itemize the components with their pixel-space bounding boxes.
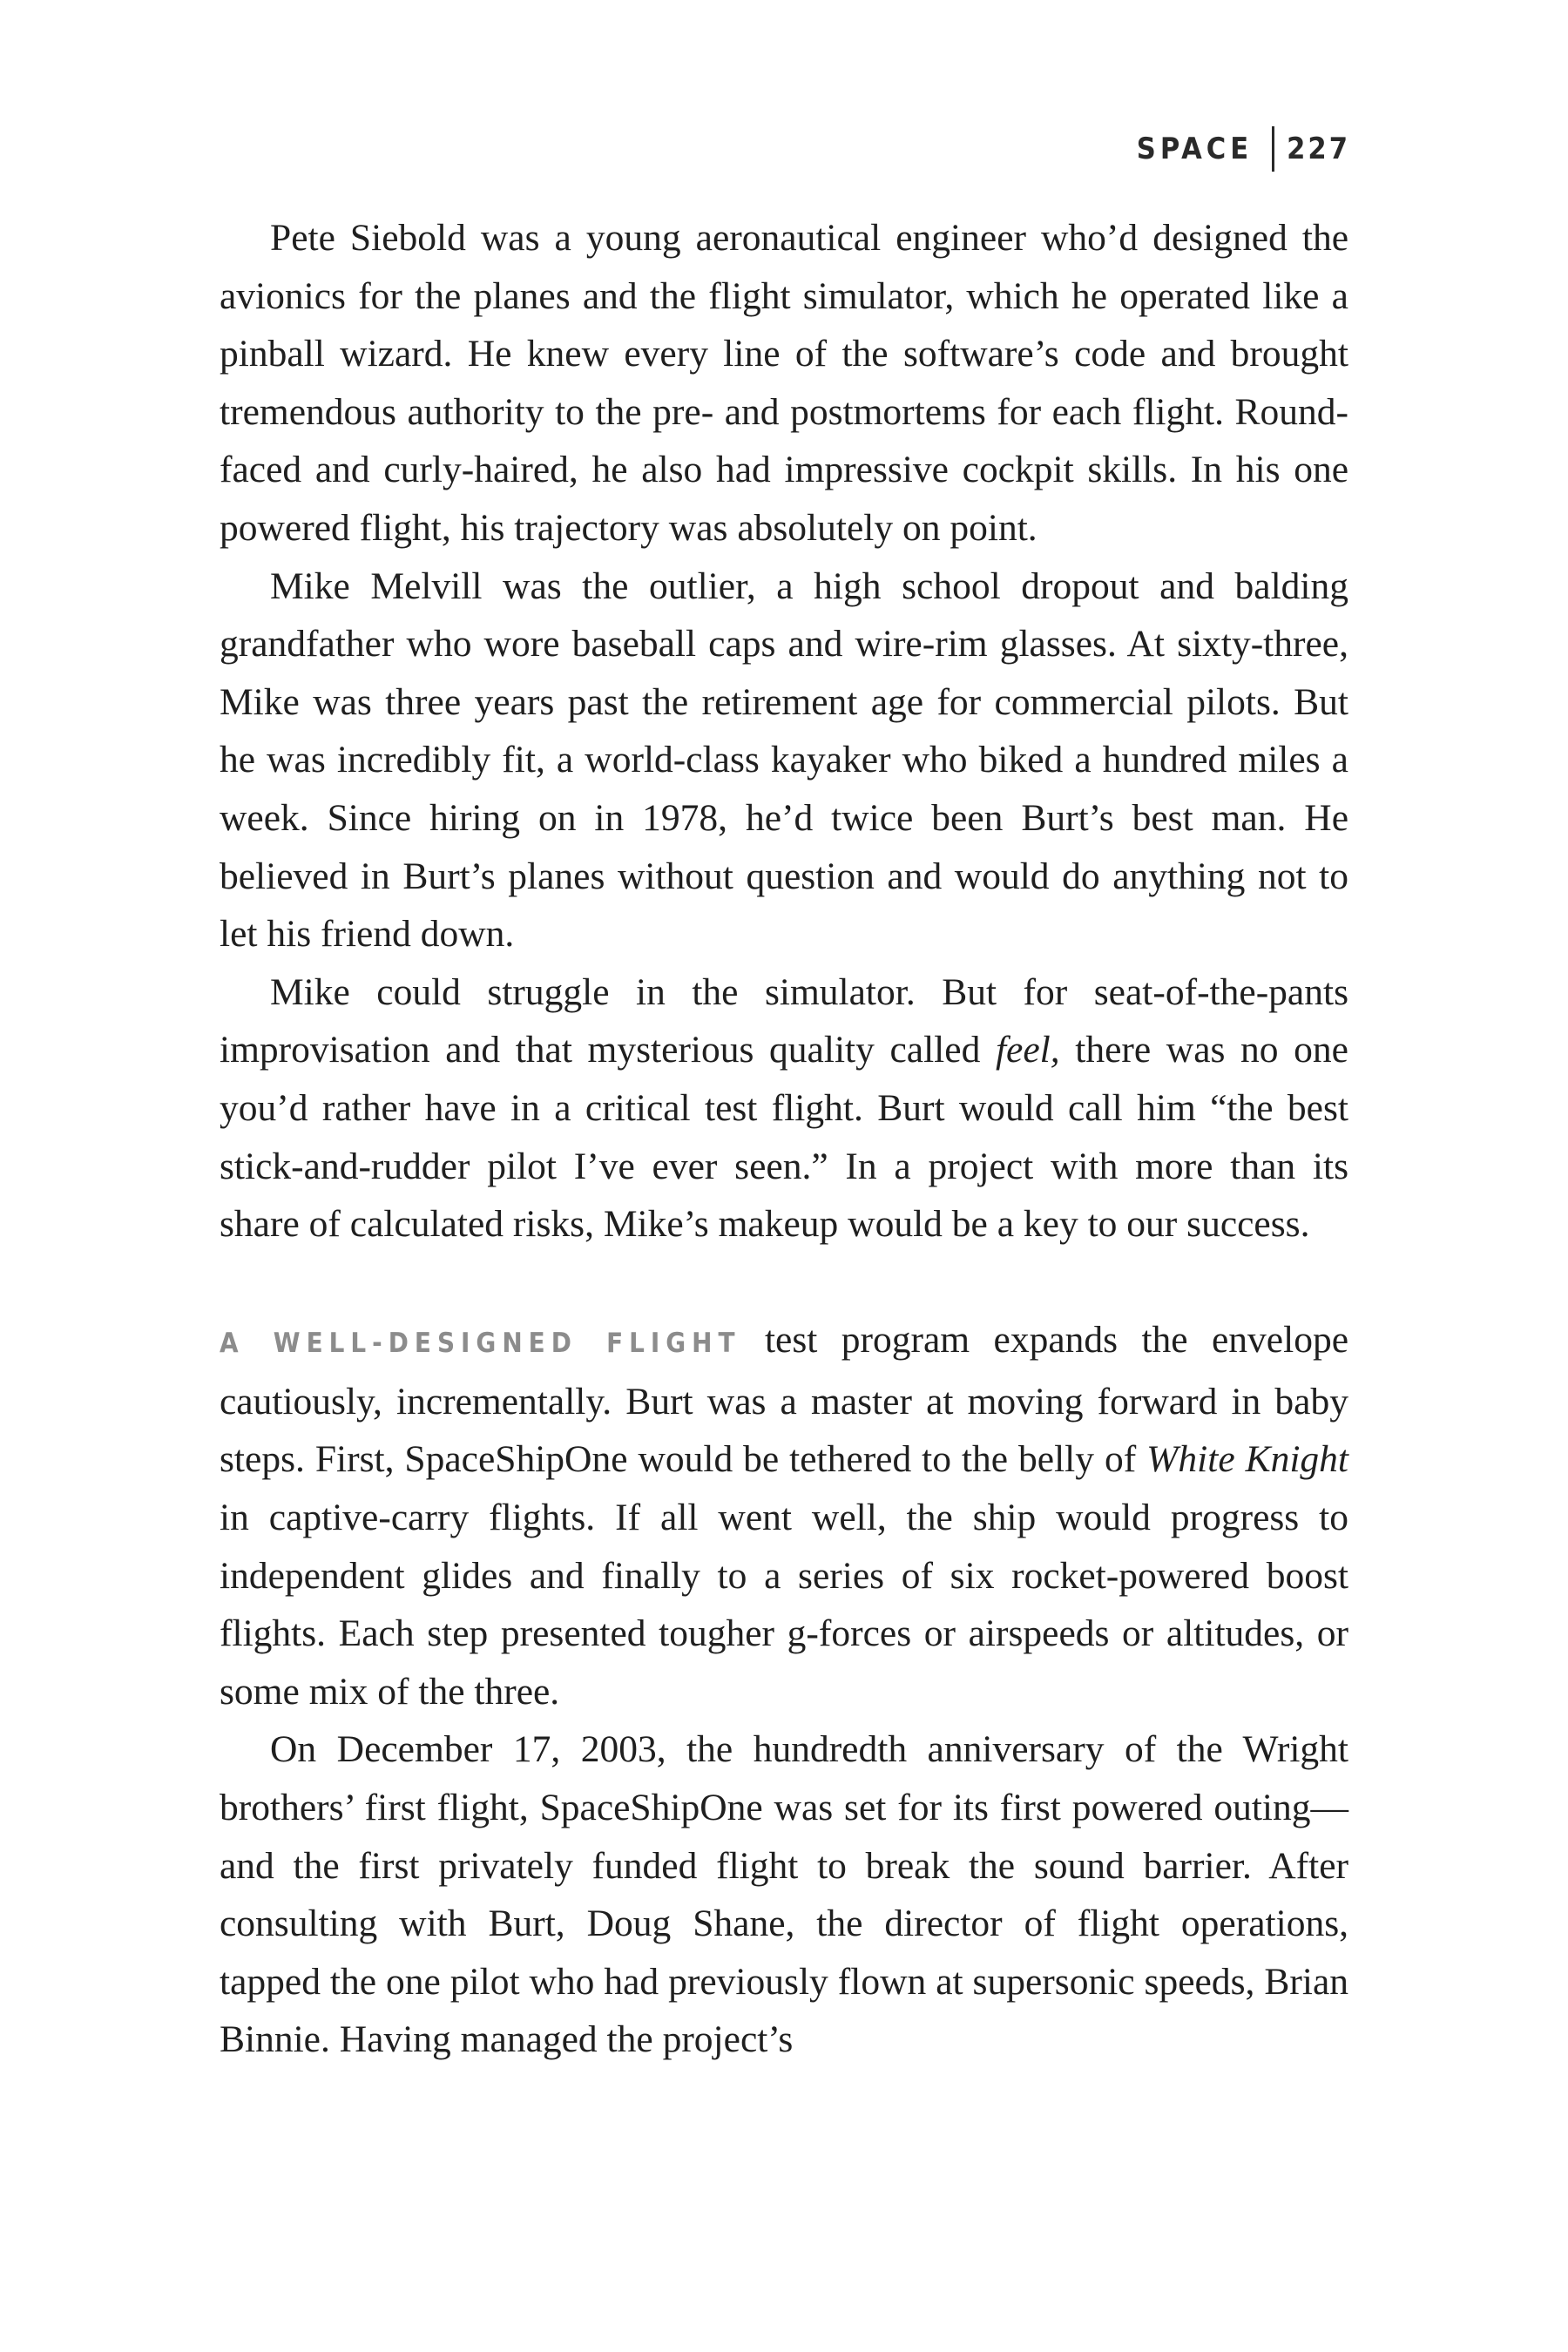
section-lead-in: A WELL-DESIGNED FLIGHT — [220, 1328, 741, 1360]
paragraph-december: On December 17, 2003, the hundredth anniversary of the Wright brothers’ first flight, SpaceShipOne was set for its first powered outing—and the first privately funded flight to break the sound barrier. After consulting with Burt, Doug Shane, the director of flight operations, tapped the one pilot who had previously flown at supersonic speeds, Brian Binnie. Having managed the project’s — [220, 1728, 1348, 2061]
running-head — [1137, 126, 1350, 172]
paragraph-siebold: Pete Siebold was a young aeronautical engineer who’d designed the avionics for the planes and the flight simulator, which he operated like a pinball wizard. He knew every line of the software’s code and brought tremendous authority to the pre- and postmortems for each flight. Round-faced and curly-haired, he also had impressive cockpit skills. In his one powered flight, his trajectory was absolutely on point. — [220, 217, 1348, 549]
italic-text: White Knight — [1146, 1438, 1348, 1481]
text-run: test program expands the envelope cautiously, incrementally. Burt was a master at moving forward in baby steps. First, SpaceShipOne would be tethered to the belly of — [220, 1319, 1349, 1481]
page-number: 227 — [1287, 132, 1350, 166]
paragraph-test-program — [220, 1311, 1348, 1720]
text-run: there was no one you’d rather have in a critical test flight. Burt would call him “the best stick-and-rudder pilot I’ve ever seen.” In a project with more than its share of calculated risks, Mike’s makeup would be a key to our success. — [220, 1029, 1348, 1246]
header-divider — [1272, 126, 1274, 172]
text-run: in captive-carry flights. If all went well, the ship would progress to independent glides and finally to a series of six rocket-powered boost flights. Each step presented tougher g-forces or airspeeds or altitudes, or some mix of the three. — [220, 1497, 1348, 1713]
body-text — [220, 209, 1348, 2069]
paragraph-melvill: Mike Melvill was the outlier, a high school dropout and balding grandfather who wore baseball caps and wire-rim glasses. At sixty-three, Mike was three years past the retirement age for commercial pilots. But he was incredibly fit, a world-class kayaker who biked a hundred miles a week. Since hiring on in 1978, he’d twice been Burt’s best man. He believed in Burt’s planes without question and would do anything not to let his friend down. — [220, 564, 1348, 956]
section-title: SPACE — [1136, 132, 1254, 166]
text-run: Mike could struggle in the simulator. But for seat-of-the-pants improvisation and that mysterious quality called — [220, 970, 1348, 1071]
paragraph-feel — [220, 963, 1348, 1254]
italic-text: feel, — [995, 1029, 1060, 1071]
